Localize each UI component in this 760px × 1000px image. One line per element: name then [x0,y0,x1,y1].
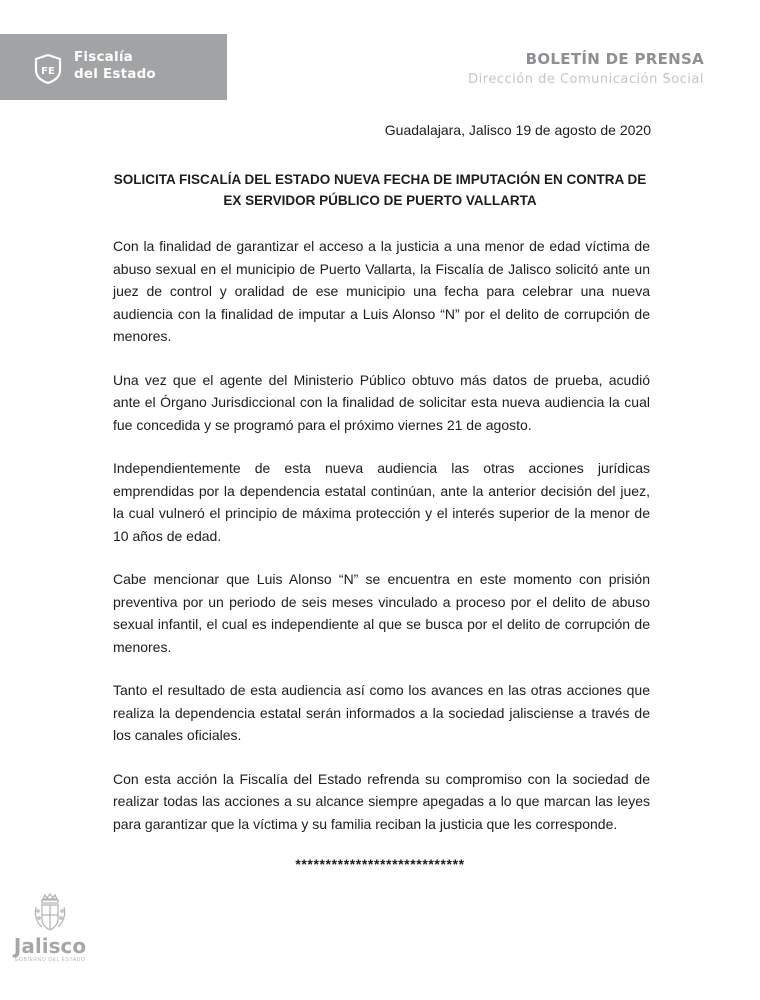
headline-line2: EX SERVIDOR PÚBLICO DE PUERTO VALLARTA [223,193,537,208]
paragraph-4: Cabe mencionar que Luis Alonso “N” se encuentra en este momento con prisión preventiva por un periodo de seis meses vinculado a proceso por el delito de abuso sexual infantil, el cual es independiente al que se busca por el delito de corrupción de menores. [113,571,650,655]
jalisco-caption: GOBIERNO DEL ESTADO [14,957,86,963]
org-name [74,49,156,83]
separator: **************************** [295,856,465,872]
jalisco-wordmark: Jalisco [13,934,87,958]
paragraph-3: Independientemente de esta nueva audiencia las otras acciones jurídicas emprendidas por la dependencia estatal continúan, ante la anterior decisión del juez, la cual vulneró el principio de máxima protección y el interés superior de la menor de 10 años de edad. [113,460,650,544]
headline-line1: SOLICITA FISCALÍA DEL ESTADO NUEVA FECHA DE IMPUTACIÓN EN CONTRA DE [113,172,647,187]
paragraph-5: Tanto el resultado de esta audiencia así como los avances en las otras acciones que realiza la dependencia estatal serán informados a la sociedad jalisciense a través de los canales oficiales. [113,682,650,743]
org-name-line2: del Estado [74,66,156,82]
paragraph-6: Con esta acción la Fiscalía del Estado refrenda su compromiso con la sociedad de realizar todas las acciones a su alcance siempre apegadas a lo que marcan las leyes para garantizar que la víctima y su familia reciban la justicia que les corresponde. [113,770,650,832]
jalisco-logo [10,893,90,973]
bulletin-subtitle: Dirección de Comunicación Social [468,72,704,87]
dateline: Guadalajara, Jalisco 19 de agosto de 2020 [384,122,651,138]
jalisco-crest-icon [33,893,67,933]
headline [100,169,660,211]
bulletin-title: BOLETÍN DE PRENSA [525,50,704,68]
fiscalia-badge-icon [34,54,62,84]
paragraph-2: Una vez que el agente del Ministerio Público obtuvo más datos de prueba, acudió ante el Órgano Jurisdiccional con la finalidad de solicitar esta nueva audiencia la cual fue concedida y se programó para el próximo viernes 21 de agosto. [113,371,650,433]
badge-text: FE [41,66,55,77]
paragraph-1: Con la finalidad de garantizar el acceso a la justicia a una menor de edad víctima de abuso sexual en el municipio de Puerto Vallarta, la Fiscalía de Jalisco solicitó ante un juez de control y oralidad de ese municipio una fecha para celebrar una nueva audiencia con la finalidad de imputar a Luis Alonso “N” por el delito de corrupción de menores. [113,238,650,344]
article-body [113,235,650,856]
org-name-line1: Fiscalía [74,49,133,65]
